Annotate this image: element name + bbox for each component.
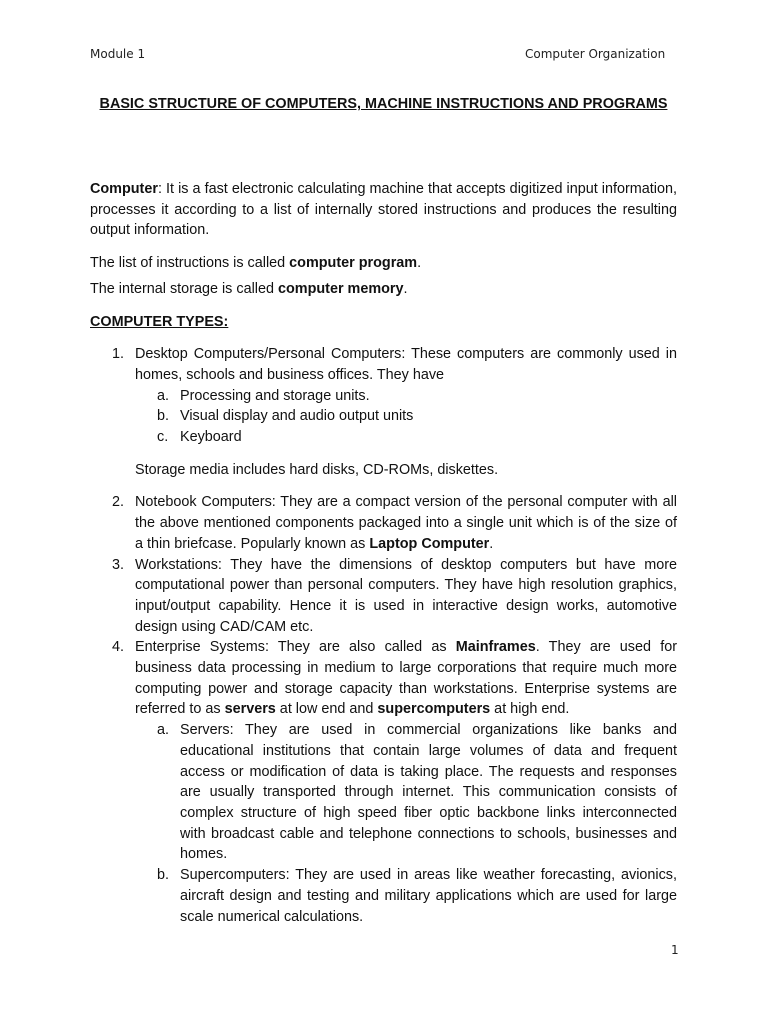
program-line: [90, 253, 677, 274]
sub-list: [135, 386, 677, 448]
list-item-term: servers: [224, 701, 276, 718]
sub-list-letter: c.: [157, 429, 169, 446]
page-number: 1: [671, 943, 679, 957]
list-item-text: Desktop Computers/Personal Computers: These computers are commonly used in homes, schools and business offices. They have: [135, 346, 677, 383]
list-item: [90, 492, 677, 554]
sub-list-item: [135, 406, 677, 427]
sub-list-text: Visual display and audio output units: [180, 408, 414, 425]
document-title: BASIC STRUCTURE OF COMPUTERS, MACHINE INSTRUCTIONS AND PROGRAMS: [99, 96, 668, 112]
types-heading: COMPUTER TYPES:: [90, 313, 229, 330]
list-item: [90, 555, 677, 638]
program-line-text: The list of instructions is called: [90, 255, 290, 272]
sub-list-item: [135, 720, 677, 865]
list-item-end: .: [489, 535, 494, 552]
list-item-text: . They are used for business data processing in medium to large corporations that require much more computing power and storage capacity than workstations. Enterprise systems are referred to as: [135, 639, 677, 718]
list-number: 4.: [112, 639, 125, 656]
list-item-text: at low end and: [275, 701, 378, 718]
list-item-text: Workstations: They have the dimensions of desktop computers but have more computational power than personal computers. They have high resolution graphics, input/output capability. Hence it is used in interactive design works, automotive design using CAD/CAM etc.: [135, 556, 677, 635]
list-item-term: Mainframes: [455, 639, 536, 656]
header-course: Computer Organization: [525, 47, 666, 61]
list-item: [90, 344, 677, 480]
document-body: [90, 179, 677, 927]
sub-list-text: Servers: They are used in commercial organizations like banks and educational institutions that contain large volumes of data and frequent access or modification of data is taking place. The requests and responses are usually transported through internet. This communication consists of complex structure of high speed fiber optic backbone links interconnected with broadcast cable and telephone connections to schools, businesses and homes.: [180, 722, 677, 863]
memory-line-end: .: [403, 280, 408, 297]
sub-list-letter: b.: [157, 867, 170, 884]
sub-list-text: Keyboard: [180, 429, 242, 446]
list-item: [90, 637, 677, 927]
sub-list-item: [135, 386, 677, 407]
list-number: 3.: [112, 556, 125, 573]
list-item-term: Laptop Computer: [369, 535, 490, 552]
sub-list-text: Processing and storage units.: [180, 387, 370, 404]
computer-types-list: [90, 344, 677, 927]
program-line-term: computer program: [289, 255, 418, 272]
sub-list: [135, 720, 677, 927]
sub-list-letter: a.: [157, 722, 170, 739]
definition-text: : It is a fast electronic calculating machine that accepts digitized input information, processes it according to a list of internally stored instructions and produces the resulting output information.: [90, 181, 677, 239]
sub-list-item: [135, 865, 677, 927]
list-number: 2.: [112, 494, 125, 511]
program-line-end: .: [417, 255, 422, 272]
header-module: Module 1: [90, 47, 146, 61]
sub-list-text: Supercomputers: They are used in areas like weather forecasting, avionics, aircraft design and testing and military applications which are used for large scale numerical calculations.: [180, 867, 677, 925]
storage-note: Storage media includes hard disks, CD-ROMs, diskettes.: [135, 461, 499, 478]
list-item-end: at high end.: [490, 701, 570, 718]
list-item-term: supercomputers: [377, 701, 491, 718]
list-item-text: Enterprise Systems: They are also called as: [135, 639, 456, 656]
sub-list-item: [135, 427, 677, 448]
memory-line-text: The internal storage is called: [90, 280, 278, 297]
definition-paragraph: [90, 179, 677, 241]
sub-list-letter: b.: [157, 408, 170, 425]
definition-term: Computer: [90, 181, 158, 197]
memory-line-term: computer memory: [277, 280, 404, 297]
memory-line: [90, 279, 677, 300]
list-number: 1.: [112, 346, 125, 363]
list-item-text: Notebook Computers: They are a compact version of the personal computer with all the above mentioned components packaged into a single unit which is of the size of a thin briefcase. Popularly known as: [135, 494, 677, 552]
sub-list-letter: a.: [157, 387, 170, 404]
